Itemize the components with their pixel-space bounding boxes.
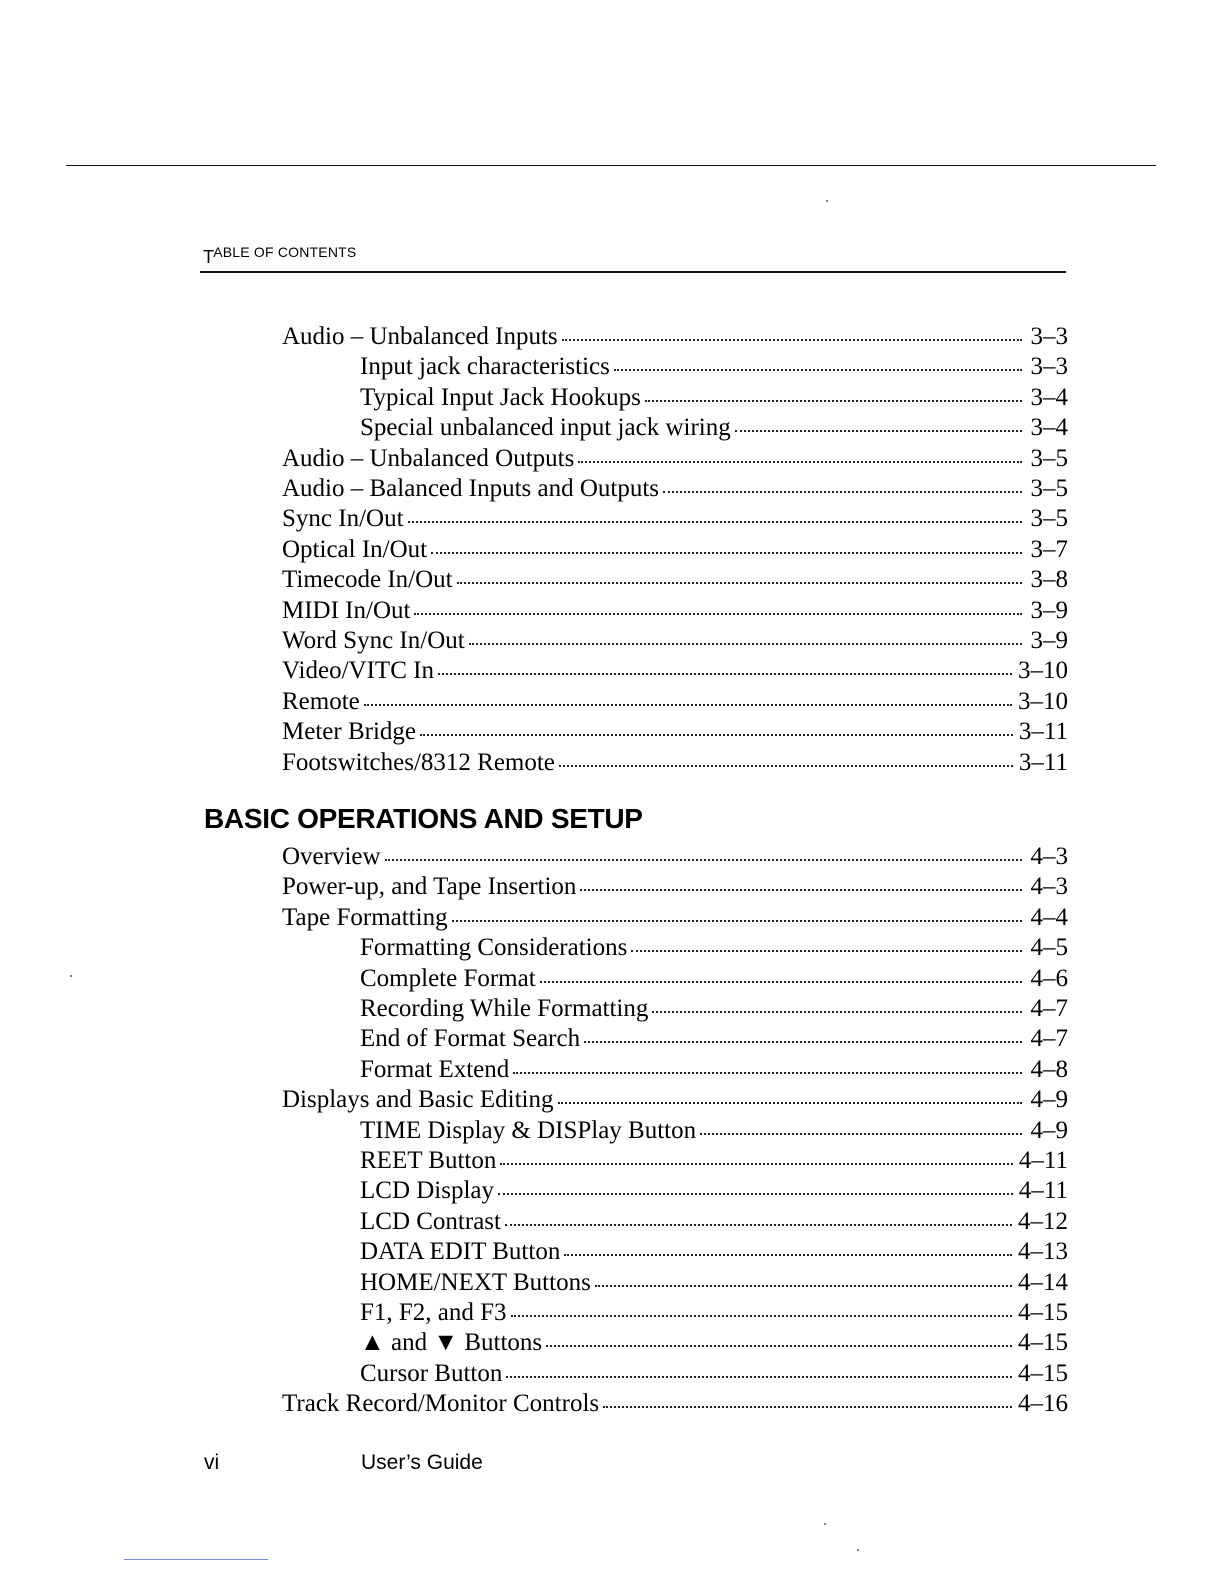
dot-leader [408, 521, 1022, 523]
toc-entry[interactable] [360, 993, 1068, 1024]
toc-entry-page: 3–7 [1030, 535, 1068, 563]
toc-entry-title: REET Button [360, 1147, 497, 1174]
toc-entry[interactable] [360, 1054, 1068, 1085]
toc-entry-title: Video/VITC In [282, 657, 434, 685]
toc-entry-title: Track Record/Monitor Controls [282, 1390, 600, 1418]
toc-entry-page: 4–7 [1030, 995, 1068, 1022]
dot-leader [438, 673, 1012, 675]
footer-page-number: vi [204, 1451, 220, 1474]
toc-entry-page: 4–11 [1018, 1147, 1068, 1174]
dot-leader [700, 1133, 1022, 1135]
toc-entry-page: 4–4 [1030, 903, 1068, 931]
toc-entry[interactable] [282, 686, 1068, 717]
dot-leader [513, 1072, 1022, 1074]
toc-entry-title: Power-up, and Tape Insertion [282, 873, 577, 901]
toc-entry-page: 4–11 [1018, 1177, 1068, 1205]
toc-entry-page: 4–5 [1030, 934, 1068, 962]
toc-entry-page: 4–6 [1030, 964, 1068, 992]
dot-leader [505, 1224, 1012, 1226]
dot-leader [420, 734, 1013, 736]
scan-speck [826, 200, 828, 202]
dot-leader [603, 1406, 1012, 1408]
toc-entry[interactable] [360, 1327, 1068, 1358]
dot-leader [558, 1102, 1023, 1104]
dot-leader [414, 613, 1022, 615]
dot-leader [564, 1254, 1012, 1256]
toc-entry-title: Format Extend [360, 1055, 510, 1083]
dot-leader [500, 1163, 1013, 1165]
toc-entry-title: F1, F2, and F3 [360, 1299, 507, 1326]
toc-entry[interactable] [282, 443, 1068, 474]
toc-entry-page: 3–3 [1030, 353, 1068, 381]
toc-entry-title: End of Format Search [360, 1025, 581, 1053]
dot-leader [364, 704, 1012, 706]
dot-leader [652, 1011, 1022, 1013]
header-title [203, 241, 357, 267]
toc-entry[interactable] [282, 841, 1068, 872]
footer-guide-title: User’s Guide [361, 1451, 483, 1474]
toc-entry[interactable] [360, 1023, 1068, 1054]
toc-entry-title: Displays and Basic Editing [282, 1086, 554, 1114]
dot-leader [614, 369, 1022, 371]
toc-entry-title: Optical In/Out [282, 535, 428, 563]
toc-entry-title: Tape Formatting [282, 903, 448, 931]
toc-entry-page: 3–5 [1030, 444, 1068, 472]
toc-entry[interactable] [282, 747, 1068, 778]
dot-leader [562, 339, 1022, 341]
toc-entry-title: Cursor Button [360, 1359, 503, 1387]
toc-entry[interactable] [360, 1267, 1068, 1298]
toc-entry[interactable] [282, 534, 1068, 565]
header-title-initial: T [203, 247, 215, 267]
dot-leader [457, 582, 1022, 584]
toc-entry[interactable] [360, 351, 1068, 382]
toc-entry-page: 3–5 [1030, 505, 1068, 533]
page-header [200, 237, 1066, 273]
toc-entry-page: 3–10 [1018, 687, 1068, 715]
toc-entry-title: Audio – Unbalanced Inputs [282, 323, 558, 350]
toc-entry-title: TIME Display & DISPlay Button [360, 1116, 697, 1144]
dot-leader [540, 981, 1022, 983]
dot-leader [385, 859, 1022, 861]
toc-entry[interactable] [360, 412, 1068, 443]
toc-entry-page: 4–9 [1030, 1116, 1068, 1144]
dot-leader [469, 643, 1022, 645]
dot-leader [663, 491, 1022, 493]
toc-entry-page: 4–3 [1030, 843, 1068, 870]
toc-entry[interactable] [360, 1297, 1068, 1328]
toc-entry-title: ▲ and ▼ Buttons [360, 1329, 543, 1357]
toc-entry[interactable] [360, 1206, 1068, 1237]
toc-entry-title: Remote [282, 687, 360, 715]
toc-entry[interactable] [282, 716, 1068, 747]
toc-entry-title: Formatting Considerations [360, 934, 628, 962]
toc-entry-page: 3–4 [1030, 383, 1068, 411]
toc-entry-title: Audio – Balanced Inputs and Outputs [282, 475, 660, 502]
toc-entry-page: 3–11 [1018, 718, 1068, 746]
top-rule [66, 165, 1156, 166]
toc-entry-title: Special unbalanced input jack wiring [360, 414, 731, 442]
dot-leader [506, 1376, 1012, 1378]
dot-leader [584, 1041, 1022, 1043]
toc-entry-page: 3–9 [1030, 596, 1068, 624]
dot-leader [631, 950, 1022, 952]
scan-speck [824, 1523, 826, 1525]
dot-leader [735, 430, 1022, 432]
toc-entry[interactable] [282, 473, 1068, 504]
toc-entry[interactable] [282, 503, 1068, 534]
toc-entry-title: HOME/NEXT Buttons [360, 1268, 591, 1296]
toc-entry-page: 3–5 [1030, 475, 1068, 502]
toc-entry-title: Audio – Unbalanced Outputs [282, 444, 575, 472]
toc-entry-title: Overview [282, 843, 381, 870]
dot-leader [578, 461, 1022, 463]
toc-entry-title: MIDI In/Out [282, 596, 411, 624]
toc-entry-page: 4–14 [1018, 1268, 1068, 1296]
header-title-rest: ABLE OF CONTENTS [213, 244, 357, 260]
dot-leader [595, 1285, 1012, 1287]
toc-entry[interactable] [360, 382, 1068, 413]
toc-entry-page: 3–4 [1030, 414, 1068, 442]
bottom-edge-mark [124, 1559, 268, 1560]
toc-entry[interactable] [282, 902, 1068, 933]
toc-entry-title: Footswitches/8312 Remote [282, 748, 555, 776]
toc-entry-title: Typical Input Jack Hookups [360, 383, 641, 411]
toc-entry[interactable] [282, 321, 1068, 352]
toc-entry[interactable] [282, 871, 1068, 902]
dot-leader [511, 1315, 1012, 1317]
toc-entry-page: 3–10 [1018, 657, 1068, 685]
toc-entry[interactable] [360, 932, 1068, 963]
toc-entry[interactable] [360, 1236, 1068, 1267]
dot-leader [559, 765, 1013, 767]
toc-entry[interactable] [282, 1388, 1068, 1419]
toc-entry-title: LCD Contrast [360, 1207, 501, 1235]
toc-entry-page: 3–8 [1030, 566, 1068, 594]
toc-entry-title: Sync In/Out [282, 505, 404, 533]
toc-entry[interactable] [360, 1115, 1068, 1146]
toc-entry-page: 4–15 [1018, 1299, 1068, 1326]
toc-entry-title: DATA EDIT Button [360, 1238, 561, 1266]
toc-entry-page: 4–15 [1018, 1359, 1068, 1387]
toc-entry-title: Input jack characteristics [360, 353, 610, 381]
toc-entry-title: Word Sync In/Out [282, 627, 465, 654]
toc-entry-page: 3–9 [1030, 627, 1068, 654]
toc-entry-page: 4–7 [1030, 1025, 1068, 1053]
toc-entry-title: Timecode In/Out [282, 566, 453, 594]
scan-speck [857, 1549, 859, 1551]
toc-entry-title: Recording While Formatting [360, 995, 649, 1022]
toc-entry[interactable] [360, 963, 1068, 994]
toc-entry-page: 4–8 [1030, 1055, 1068, 1083]
dot-leader [546, 1345, 1012, 1347]
toc-entry[interactable] [360, 1145, 1068, 1176]
dot-leader [580, 889, 1022, 891]
dot-leader [431, 552, 1022, 554]
toc-entry[interactable] [282, 595, 1068, 626]
toc-entry-page: 4–3 [1030, 873, 1068, 901]
toc-entry[interactable] [282, 1084, 1068, 1115]
toc-entry-page: 3–3 [1030, 323, 1068, 350]
scan-speck [70, 975, 72, 977]
dot-leader [498, 1193, 1013, 1195]
toc-entry-title: Meter Bridge [282, 718, 416, 746]
section-heading-basic-operations: BASIC OPERATIONS AND SETUP [204, 803, 643, 834]
toc-entry-page: 4–12 [1018, 1207, 1068, 1235]
dot-leader [452, 920, 1022, 922]
toc-entry-page: 4–13 [1018, 1238, 1068, 1266]
toc-entry-page: 3–11 [1018, 748, 1068, 776]
toc-entry-title: Complete Format [360, 964, 536, 992]
toc-entry-page: 4–15 [1018, 1329, 1068, 1357]
toc-entry[interactable] [360, 1358, 1068, 1389]
toc-entry-page: 4–16 [1018, 1390, 1068, 1418]
toc-entry-page: 4–9 [1030, 1086, 1068, 1114]
toc-entry[interactable] [282, 564, 1068, 595]
toc-entry-title: LCD Display [360, 1177, 495, 1205]
toc-entry[interactable] [360, 1175, 1068, 1206]
dot-leader [645, 400, 1022, 402]
toc-entry[interactable] [282, 625, 1068, 656]
toc-entry[interactable] [282, 655, 1068, 686]
